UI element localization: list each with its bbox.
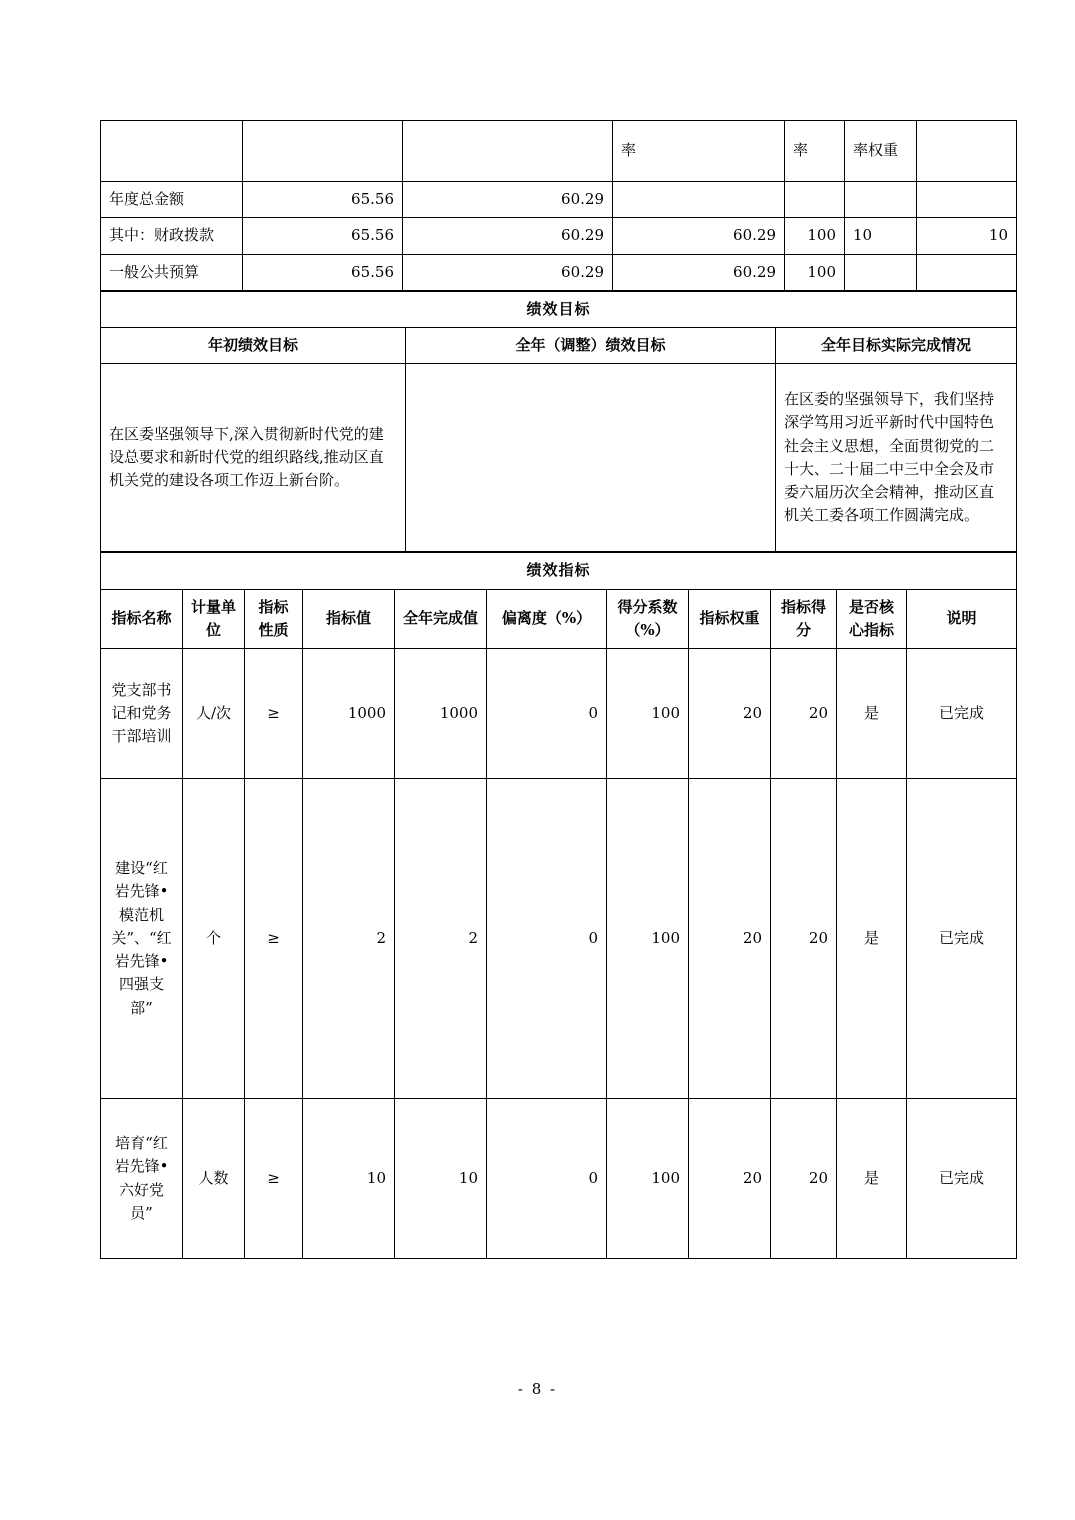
budget-header-col3: [403, 121, 613, 182]
indicator-deviation: 0: [487, 649, 607, 779]
indicator-target: 1000: [303, 649, 395, 779]
col-header-actual: 全年完成值: [395, 589, 487, 649]
col-header-remark: 说明: [907, 589, 1017, 649]
performance-goal-table: [100, 291, 1017, 553]
performance-indicator-table: [100, 552, 1017, 1259]
indicator-nature: ≥: [245, 1099, 303, 1259]
budget-row-value4: 100: [785, 254, 845, 290]
indicator-remark: 已完成: [907, 779, 1017, 1099]
goal-initial-text: 在区委坚强领导下,深入贯彻新时代党的建设总要求和新时代党的组织路线,推动区直机关党的建设各项工作迈上新台阶。: [101, 364, 406, 552]
budget-header-col1: [101, 121, 243, 182]
table-row: [101, 218, 1017, 254]
budget-row-value4: 100: [785, 218, 845, 254]
indicator-score: 20: [771, 649, 837, 779]
table-row: [101, 291, 1017, 327]
goal-adjusted-text: [406, 364, 776, 552]
budget-row-value5: [845, 182, 917, 218]
goal-header-initial: 年初绩效目标: [101, 328, 406, 364]
budget-row-label: 其中：财政拨款: [101, 218, 243, 254]
indicator-unit: 人数: [183, 1099, 245, 1259]
indicator-unit: 个: [183, 779, 245, 1099]
budget-row-label: 年度总金额: [101, 182, 243, 218]
table-row: [101, 121, 1017, 182]
indicator-weight: 20: [689, 779, 771, 1099]
budget-header-rate-weight: 率权重: [845, 121, 917, 182]
indicator-score: 20: [771, 1099, 837, 1259]
indicator-weight: 20: [689, 649, 771, 779]
indicator-core: 是: [837, 649, 907, 779]
budget-row-value2: 60.29: [403, 218, 613, 254]
indicator-core: 是: [837, 1099, 907, 1259]
indicator-weight: 20: [689, 1099, 771, 1259]
col-header-unit: 计量单位: [183, 589, 245, 649]
indicator-nature: ≥: [245, 779, 303, 1099]
col-header-nature: 指标性质: [245, 589, 303, 649]
budget-header-col4: 率: [613, 121, 785, 182]
budget-header-col2: [243, 121, 403, 182]
budget-row-value5: 10: [845, 218, 917, 254]
performance-indicator-title: 绩效指标: [101, 553, 1017, 589]
table-header-row: [101, 589, 1017, 649]
budget-row-value1: 65.56: [243, 182, 403, 218]
goal-actual-text: 在区委的坚强领导下，我们坚持深学笃用习近平新时代中国特色社会主义思想，全面贯彻党的二十大、二十届二中三中全会及市委六届历次全会精神，推动区直机关工委各项工作圆满完成。: [776, 364, 1017, 552]
indicator-core: 是: [837, 779, 907, 1099]
table-row: [101, 328, 1017, 364]
indicator-actual: 2: [395, 779, 487, 1099]
budget-row-value3: [613, 182, 785, 218]
indicator-nature: ≥: [245, 649, 303, 779]
budget-row-value3: 60.29: [613, 254, 785, 290]
indicator-name: 培育“红岩先锋•六好党员”: [101, 1099, 183, 1259]
table-row: [101, 364, 1017, 552]
col-header-deviation: 偏离度（%）: [487, 589, 607, 649]
indicator-coefficient: 100: [607, 1099, 689, 1259]
table-row: [101, 779, 1017, 1099]
budget-row-value2: 60.29: [403, 182, 613, 218]
indicator-deviation: 0: [487, 779, 607, 1099]
page-number: - 8 -: [517, 1380, 558, 1398]
indicator-name: 建设“红岩先锋•模范机关”、“红岩先锋•四强支部”: [101, 779, 183, 1099]
col-header-target: 指标值: [303, 589, 395, 649]
budget-row-value2: 60.29: [403, 254, 613, 290]
indicator-name: 党支部书记和党务干部培训: [101, 649, 183, 779]
indicator-target: 2: [303, 779, 395, 1099]
indicator-coefficient: 100: [607, 649, 689, 779]
goal-header-actual: 全年目标实际完成情况: [776, 328, 1017, 364]
indicator-deviation: 0: [487, 1099, 607, 1259]
budget-row-value6: [917, 182, 1017, 218]
budget-header-rate: 率: [785, 121, 845, 182]
report-sheet: [100, 120, 1016, 1259]
performance-goal-title: 绩效目标: [101, 291, 1017, 327]
col-header-weight: 指标权重: [689, 589, 771, 649]
indicator-score: 20: [771, 779, 837, 1099]
table-row: [101, 254, 1017, 290]
indicator-actual: 1000: [395, 649, 487, 779]
indicator-target: 10: [303, 1099, 395, 1259]
goal-header-adjusted: 全年（调整）绩效目标: [406, 328, 776, 364]
col-header-coefficient: 得分系数（%）: [607, 589, 689, 649]
table-row: [101, 1099, 1017, 1259]
col-header-score: 指标得分: [771, 589, 837, 649]
budget-row-value6: 10: [917, 218, 1017, 254]
col-header-name: 指标名称: [101, 589, 183, 649]
indicator-actual: 10: [395, 1099, 487, 1259]
budget-row-value3: 60.29: [613, 218, 785, 254]
table-row: [101, 553, 1017, 589]
budget-row-value6: [917, 254, 1017, 290]
table-row: [101, 182, 1017, 218]
budget-row-label: 一般公共预算: [101, 254, 243, 290]
indicator-remark: 已完成: [907, 649, 1017, 779]
indicator-coefficient: 100: [607, 779, 689, 1099]
budget-row-value4: [785, 182, 845, 218]
budget-table: [100, 120, 1017, 291]
col-header-core: 是否核心指标: [837, 589, 907, 649]
budget-row-value5: [845, 254, 917, 290]
indicator-remark: 已完成: [907, 1099, 1017, 1259]
indicator-unit: 人/次: [183, 649, 245, 779]
budget-row-value1: 65.56: [243, 218, 403, 254]
table-row: [101, 649, 1017, 779]
budget-row-value1: 65.56: [243, 254, 403, 290]
budget-header-col6: [917, 121, 1017, 182]
